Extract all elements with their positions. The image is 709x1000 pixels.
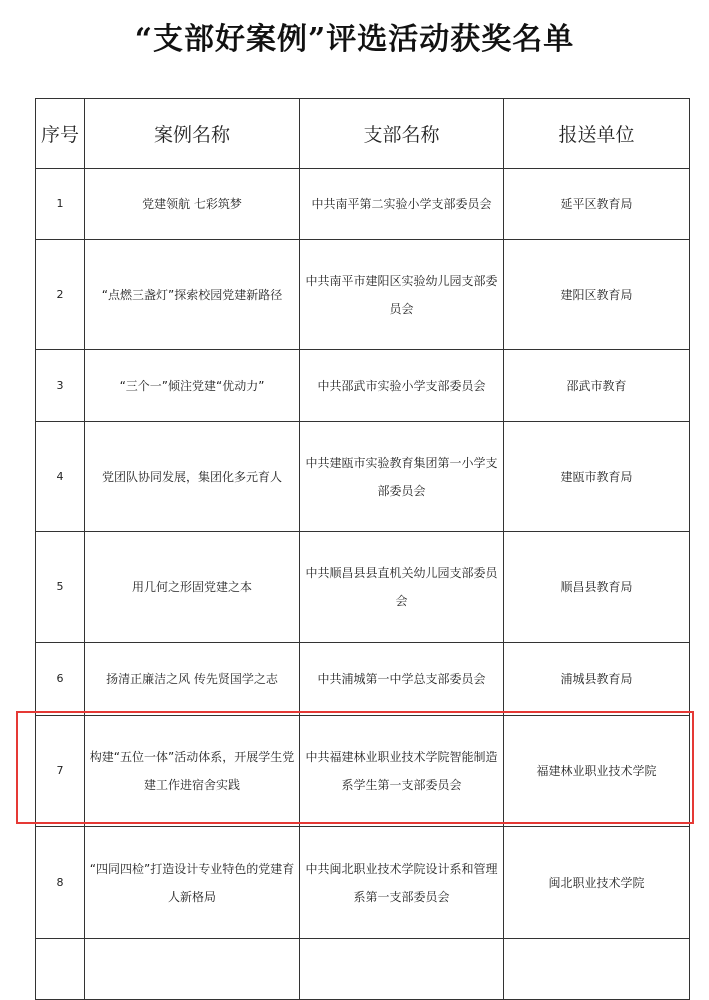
branch-name: 中共南平市建阳区实验幼儿园支部委员会 [300, 240, 504, 350]
case-name: 用几何之形固党建之本 [85, 532, 300, 643]
row-number: 5 [36, 532, 85, 643]
submitting-unit: 顺昌县教育局 [504, 532, 690, 643]
submitting-unit [504, 939, 690, 1000]
row-number: 8 [36, 827, 85, 939]
submitting-unit: 建瓯市教育局 [504, 422, 690, 532]
branch-name: 中共浦城第一中学总支部委员会 [300, 643, 504, 716]
row-number: 6 [36, 643, 85, 716]
row-number [36, 939, 85, 1000]
case-name: 党建领航 七彩筑梦 [85, 169, 300, 240]
case-name: 构建“五位一体”活动体系，开展学生党建工作进宿舍实践 [85, 716, 300, 827]
branch-name: 中共顺昌县县直机关幼儿园支部委员会 [300, 532, 504, 643]
table-row [36, 716, 690, 827]
header-number: 序号 [36, 99, 85, 169]
row-number: 7 [36, 716, 85, 827]
case-name [85, 939, 300, 1000]
header-branch-name: 支部名称 [300, 99, 504, 169]
branch-name [300, 939, 504, 1000]
header-case-name: 案例名称 [85, 99, 300, 169]
submitting-unit: 浦城县教育局 [504, 643, 690, 716]
submitting-unit: 闽北职业技术学院 [504, 827, 690, 939]
branch-name: 中共福建林业职业技术学院智能制造系学生第一支部委员会 [300, 716, 504, 827]
table-row [36, 422, 690, 532]
branch-name: 中共邵武市实验小学支部委员会 [300, 350, 504, 422]
submitting-unit: 邵武市教育 [504, 350, 690, 422]
branch-name: 中共南平第二实验小学支部委员会 [300, 169, 504, 240]
row-number: 2 [36, 240, 85, 350]
submitting-unit: 福建林业职业技术学院 [504, 716, 690, 827]
table-row [36, 532, 690, 643]
branch-name: 中共建瓯市实验教育集团第一小学支部委员会 [300, 422, 504, 532]
table-row [36, 240, 690, 350]
submitting-unit: 建阳区教育局 [504, 240, 690, 350]
row-number: 4 [36, 422, 85, 532]
table-header-row [36, 99, 690, 169]
row-number: 3 [36, 350, 85, 422]
submitting-unit: 延平区教育局 [504, 169, 690, 240]
row-number: 1 [36, 169, 85, 240]
table-row [36, 643, 690, 716]
branch-name: 中共闽北职业技术学院设计系和管理系第一支部委员会 [300, 827, 504, 939]
table-row [36, 827, 690, 939]
table-row [36, 169, 690, 240]
table-row-partial [36, 939, 690, 1000]
case-name: 扬清正廉洁之风 传先贤国学之志 [85, 643, 300, 716]
award-table [35, 98, 690, 1000]
header-submitting-unit: 报送单位 [504, 99, 690, 169]
case-name: “点燃三盏灯”探索校园党建新路径 [85, 240, 300, 350]
page-title: “支部好案例”评选活动获奖名单 [134, 22, 575, 57]
case-name: “四同四检”打造设计专业特色的党建育人新格局 [85, 827, 300, 939]
case-name: 党团队协同发展，集团化多元育人 [85, 422, 300, 532]
table-row [36, 350, 690, 422]
case-name: “三个一”倾注党建“优动力” [85, 350, 300, 422]
